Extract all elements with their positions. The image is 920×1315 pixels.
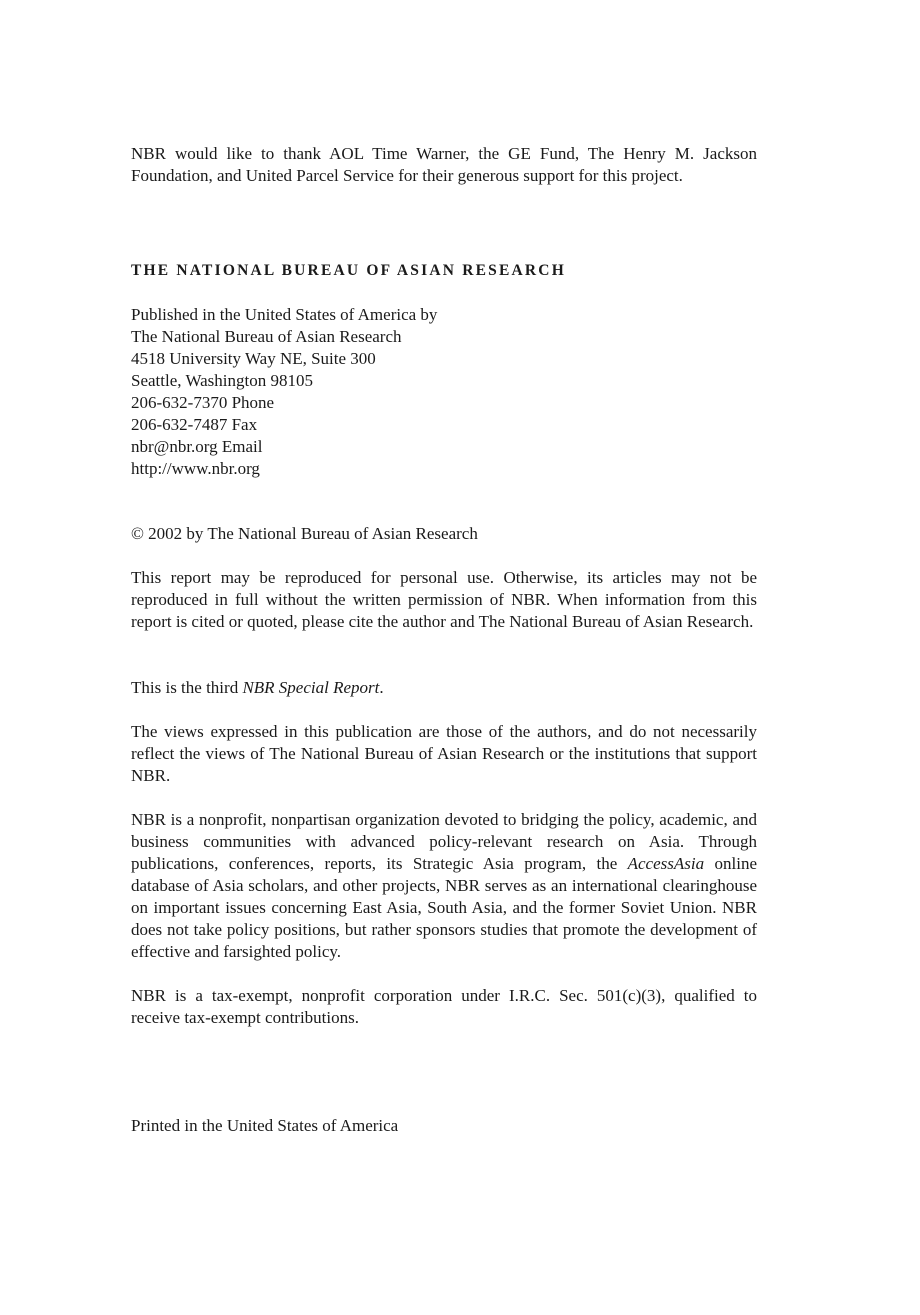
disclaimer-section — [131, 721, 757, 787]
mission-text — [131, 809, 757, 963]
address-line-published: Published in the United States of America by — [131, 305, 438, 324]
address-phone: 206-632-7370 Phone — [131, 393, 275, 412]
copyright-text: © 2002 by The National Bureau of Asian Research — [131, 524, 478, 543]
mission-accessasia: AccessAsia — [627, 854, 705, 873]
tax-status-text: NBR is a tax-exempt, nonprofit corporation under I.R.C. Sec. 501(c)(3), qualified to receive tax-exempt contributions. — [131, 986, 757, 1027]
acknowledgement-text: NBR would like to thank AOL Time Warner, the GE Fund, The Henry M. Jackson Foundation, and United Parcel Service for their generous support for this project. — [131, 144, 757, 185]
series-title: NBR Special Report — [242, 678, 380, 697]
reproduction-section — [131, 567, 757, 633]
series-suffix: . — [379, 678, 384, 697]
organization-heading: THE NATIONAL BUREAU OF ASIAN RESEARCH — [131, 262, 566, 279]
organization-heading-section — [131, 260, 757, 282]
printed-section — [131, 1115, 757, 1137]
mission-section — [131, 809, 757, 963]
tax-status-section — [131, 985, 757, 1029]
address-email: nbr@nbr.org Email — [131, 437, 263, 456]
series-section — [131, 677, 757, 699]
series-text — [131, 677, 757, 699]
printed-text: Printed in the United States of America — [131, 1116, 399, 1135]
mission-part-2: online database of Asia scholars, and other projects, NBR serves as an international clearinghouse on important issues concerning East Asia, South Asia, and the former Soviet Union. NBR does not take policy positions, but rather sponsors studies that promote the development of effective and farsighted policy. — [131, 854, 757, 961]
address-line-city: Seattle, Washington 98105 — [131, 371, 313, 390]
reproduction-text: This report may be reproduced for personal use. Otherwise, its articles may not be reproduced in full without the written permission of NBR. When information from this report is cited or quoted, please cite the author and The National Bureau of Asian Research. — [131, 568, 757, 631]
series-prefix: This is the third — [131, 678, 243, 697]
disclaimer-text: The views expressed in this publication are those of the authors, and do not necessarily reflect the views of The National Bureau of Asian Research or the institutions that support NBR. — [131, 722, 757, 785]
address-fax: 206-632-7487 Fax — [131, 415, 258, 434]
address-line-organization: The National Bureau of Asian Research — [131, 327, 402, 346]
address-line-street: 4518 University Way NE, Suite 300 — [131, 349, 376, 368]
publisher-address — [131, 304, 757, 480]
copyright-section — [131, 523, 757, 545]
mission-part-1: NBR is a nonprofit, nonpartisan organization devoted to bridging the policy, academic, and business communities with advanced policy-relevant research on Asia. Through publications, conferences, reports, its Strategic Asia program, the — [131, 810, 757, 873]
address-website: http://www.nbr.org — [131, 459, 260, 478]
acknowledgement-section — [131, 143, 757, 187]
